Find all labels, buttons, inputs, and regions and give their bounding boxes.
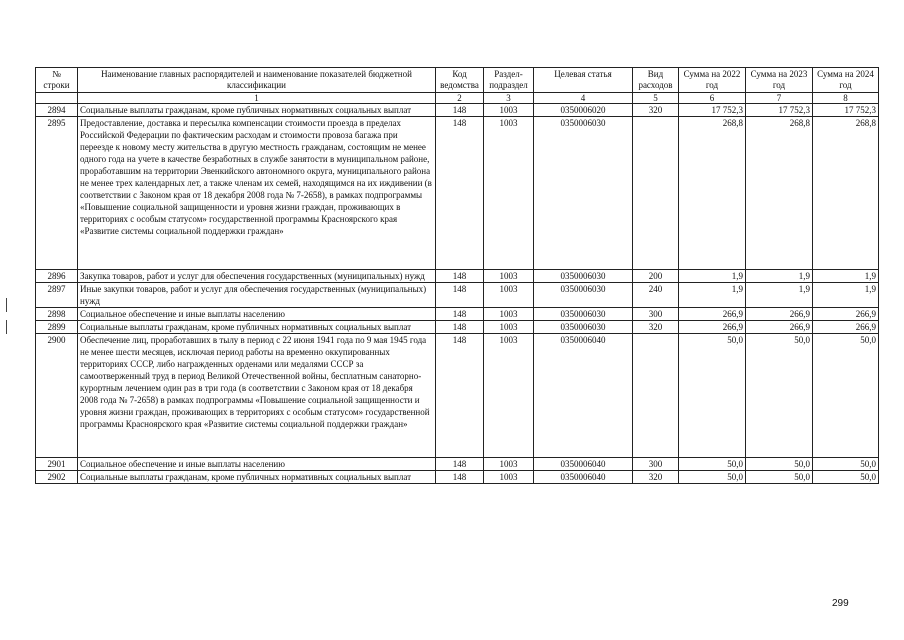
column-number: 2 <box>436 93 484 104</box>
expense-type: 300 <box>633 308 679 321</box>
row-name: Предоставление, доставка и пересылка компенсации стоимости проезда в пределах Российской Федерации по фактическим расходам и стоимости провоза багажа при переезде к новому месту жительства в другую местность гражданам, состоящим не менее одного года на учете в качестве безработных в службе занятости в муниципальном районе, проработавшим на территории Эвенкийского автономного округа, муниципального района не менее трех календарных лет, а также членам их семей, находящимся на их иждивении (в соответствии с Законом края от 18 декабря 2008 года № 7-2658), в рамках подпрограммы «Повышение социальной защищенности и уровня жизни граждан, проживающих в территориях с особым статусом» государственной программы Красноярского края «Развитие системы социальной поддержки граждан» <box>78 117 436 270</box>
sum-2022: 266,9 <box>679 308 746 321</box>
column-number: 7 <box>746 93 813 104</box>
dept-code: 148 <box>436 334 484 458</box>
sum-2023: 50,0 <box>746 334 813 458</box>
expense-type: 240 <box>633 283 679 308</box>
row-name: Обеспечение лиц, проработавших в тылу в период с 22 июня 1941 года по 9 мая 1945 года не менее шести месяцев, исключая период работы на временно оккупированных территориях СССР, либо награжденных орденами или медалями СССР за самоотверженный труд в период Великой Отечественной войны, бесплатным санаторно-курортным лечением один раз в три года (в соответствии с Законом края от 18 декабря 2008 года № 7-2658) в рамках подпрограммы «Повышение социальной защищенности и уровня жизни граждан, проживающих в территориях с особым статусом» государственной программы Красноярского края «Развитие системы социальной поддержки граждан» <box>78 334 436 458</box>
section-code: 1003 <box>484 334 534 458</box>
sum-2022: 50,0 <box>679 458 746 471</box>
column-number-row <box>36 93 879 104</box>
section-code: 1003 <box>484 270 534 283</box>
target-article: 0350006040 <box>534 458 633 471</box>
section-code: 1003 <box>484 104 534 117</box>
header-target-article: Целевая статья <box>534 68 633 93</box>
sum-2024: 1,9 <box>813 270 879 283</box>
table-row <box>36 321 879 334</box>
row-number: 2894 <box>36 104 78 117</box>
column-number: 6 <box>679 93 746 104</box>
table-body <box>36 104 879 484</box>
sum-2023: 17 752,3 <box>746 104 813 117</box>
table-row <box>36 283 879 308</box>
target-article: 0350006040 <box>534 471 633 484</box>
header-row-number: № строки <box>36 68 78 93</box>
table-row <box>36 471 879 484</box>
sum-2024: 266,9 <box>813 308 879 321</box>
row-name: Социальные выплаты гражданам, кроме публичных нормативных социальных выплат <box>78 321 436 334</box>
sum-2024: 50,0 <box>813 334 879 458</box>
sum-2023: 1,9 <box>746 283 813 308</box>
sum-2023: 50,0 <box>746 458 813 471</box>
target-article: 0350006040 <box>534 334 633 458</box>
sum-2022: 1,9 <box>679 283 746 308</box>
sum-2023: 1,9 <box>746 270 813 283</box>
column-number: 3 <box>484 93 534 104</box>
target-article: 0350006030 <box>534 117 633 270</box>
column-number: 1 <box>78 93 436 104</box>
expense-type <box>633 334 679 458</box>
section-code: 1003 <box>484 283 534 308</box>
header-name: Наименование главных распорядителей и наименование показателей бюджетной классификации <box>78 68 436 93</box>
header-sum-2023: Сумма на 2023 год <box>746 68 813 93</box>
row-name: Социальное обеспечение и иные выплаты населению <box>78 458 436 471</box>
expense-type: 320 <box>633 321 679 334</box>
table-row <box>36 334 879 458</box>
sum-2023: 268,8 <box>746 117 813 270</box>
sum-2022: 268,8 <box>679 117 746 270</box>
table-row <box>36 117 879 270</box>
sum-2023: 266,9 <box>746 308 813 321</box>
dept-code: 148 <box>436 471 484 484</box>
sum-2022: 266,9 <box>679 321 746 334</box>
expense-type: 300 <box>633 458 679 471</box>
column-number: 4 <box>534 93 633 104</box>
row-number: 2901 <box>36 458 78 471</box>
expense-type: 320 <box>633 104 679 117</box>
column-number: 8 <box>813 93 879 104</box>
expense-type: 320 <box>633 471 679 484</box>
table-row <box>36 308 879 321</box>
row-number: 2898 <box>36 308 78 321</box>
table-row <box>36 458 879 471</box>
header-sum-2022: Сумма на 2022 год <box>679 68 746 93</box>
row-name: Социальное обеспечение и иные выплаты населению <box>78 308 436 321</box>
dept-code: 148 <box>436 117 484 270</box>
row-name: Закупка товаров, работ и услуг для обеспечения государственных (муниципальных) нужд <box>78 270 436 283</box>
target-article: 0350006030 <box>534 283 633 308</box>
sum-2022: 1,9 <box>679 270 746 283</box>
sum-2024: 50,0 <box>813 471 879 484</box>
table-row <box>36 104 879 117</box>
sum-2024: 266,9 <box>813 321 879 334</box>
margin-mark <box>6 298 7 312</box>
dept-code: 148 <box>436 308 484 321</box>
sum-2024: 17 752,3 <box>813 104 879 117</box>
sum-2024: 50,0 <box>813 458 879 471</box>
budget-table <box>35 67 879 484</box>
sum-2024: 1,9 <box>813 283 879 308</box>
table-row <box>36 270 879 283</box>
expense-type: 200 <box>633 270 679 283</box>
sum-2024: 268,8 <box>813 117 879 270</box>
sum-2023: 266,9 <box>746 321 813 334</box>
row-name: Иные закупки товаров, работ и услуг для обеспечения государственных (муниципальных) нужд <box>78 283 436 308</box>
header-expense-type: Вид расходов <box>633 68 679 93</box>
sum-2022: 50,0 <box>679 471 746 484</box>
margin-mark <box>6 320 7 334</box>
page-number: 299 <box>832 598 849 609</box>
sum-2022: 50,0 <box>679 334 746 458</box>
row-number: 2895 <box>36 117 78 270</box>
section-code: 1003 <box>484 458 534 471</box>
dept-code: 148 <box>436 458 484 471</box>
header-row <box>36 68 879 93</box>
dept-code: 148 <box>436 270 484 283</box>
column-number: 5 <box>633 93 679 104</box>
target-article: 0350006030 <box>534 321 633 334</box>
row-number: 2900 <box>36 334 78 458</box>
section-code: 1003 <box>484 117 534 270</box>
row-name: Социальные выплаты гражданам, кроме публичных нормативных социальных выплат <box>78 471 436 484</box>
section-code: 1003 <box>484 471 534 484</box>
section-code: 1003 <box>484 308 534 321</box>
sum-2023: 50,0 <box>746 471 813 484</box>
dept-code: 148 <box>436 283 484 308</box>
column-number <box>36 93 78 104</box>
target-article: 0350006030 <box>534 308 633 321</box>
target-article: 0350006020 <box>534 104 633 117</box>
dept-code: 148 <box>436 321 484 334</box>
row-name: Социальные выплаты гражданам, кроме публичных нормативных социальных выплат <box>78 104 436 117</box>
row-number: 2897 <box>36 283 78 308</box>
header-dept-code: Код ведомства <box>436 68 484 93</box>
header-section: Раздел-подраздел <box>484 68 534 93</box>
row-number: 2899 <box>36 321 78 334</box>
row-number: 2902 <box>36 471 78 484</box>
header-sum-2024: Сумма на 2024 год <box>813 68 879 93</box>
row-number: 2896 <box>36 270 78 283</box>
dept-code: 148 <box>436 104 484 117</box>
section-code: 1003 <box>484 321 534 334</box>
sum-2022: 17 752,3 <box>679 104 746 117</box>
expense-type <box>633 117 679 270</box>
target-article: 0350006030 <box>534 270 633 283</box>
